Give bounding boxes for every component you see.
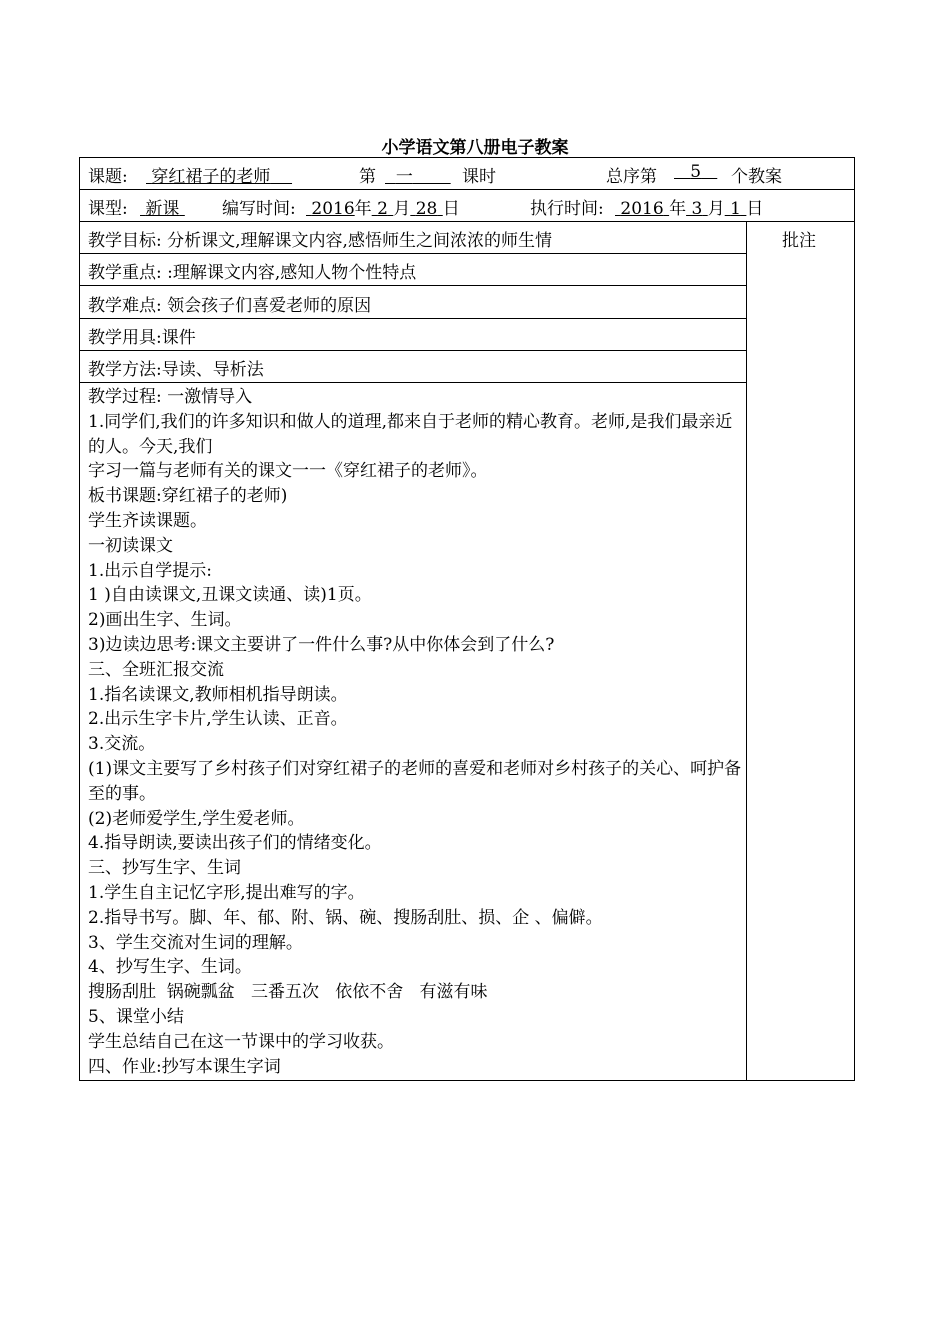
process-line: 搜肠刮肚 锅碗瓢盆 三番五次 依依不舍 有滋有味 — [88, 982, 488, 1003]
method-row: 教学方法:导读、导析法 — [80, 351, 746, 383]
tools-row: 教学用具:课件 — [80, 319, 746, 351]
process-line: 板书课题:穿红裙子的老师) — [88, 486, 288, 507]
process-line: 2)画出生字、生词。 — [88, 610, 242, 631]
topic-value: 穿红裙子的老师 — [151, 167, 271, 187]
process-line: (1)课文主要写了乡村孩子们对穿红裙子的老师的喜爱和老师对乡村孩子的关心、呵护备至的事。 — [88, 758, 742, 804]
process-line: 学生总结自己在这一节课中的学习收获。 — [88, 1031, 394, 1052]
process-line: 教学过程: 一激情导入 — [88, 387, 253, 407]
type-value: 新课 — [145, 199, 180, 219]
process-line: 学生齐读课题。 — [88, 510, 207, 531]
write-date: 2016年 2 月 28 日 — [311, 199, 460, 219]
exec-label: 执行时间: — [530, 199, 604, 219]
process-line: 1.指名读课文,教师相机指导朗读。 — [88, 684, 348, 705]
teaching-process — [88, 385, 743, 1079]
process-line: 3)边读边思考:课文主要讲了一件什么事?从中你体会到了什么? — [88, 634, 555, 655]
process-line: 字习一篇与老师有关的课文一一《穿红裙子的老师》。 — [88, 461, 488, 482]
goal-row: 教学目标: 分析课文,理解课文内容,感悟师生之间浓浓的师生情 — [80, 222, 746, 254]
process-line: 1.学生自主记忆字形,提出难写的字。 — [88, 882, 365, 903]
focus-row: 教学重点: :理解课文内容,感知人物个性特点 — [80, 254, 746, 286]
difficulty-row: 教学难点: 领会孩子们喜爱老师的原因 — [80, 287, 746, 319]
process-line: 3.交流。 — [88, 734, 156, 755]
process-line: 1.同学们,我们的许多知识和做人的道理,都来自于老师的精心教育。老师,是我们最亲近的人。今天,我们 — [88, 411, 733, 457]
exec-date: 2016 年 3 月 1 日 — [620, 199, 764, 219]
lesson-suffix: 课时 — [462, 167, 496, 187]
process-line: 三、抄写生字、生词 — [88, 858, 241, 879]
topic-label: 课题: — [88, 167, 128, 187]
process-line: 2.出示生字卡片,学生认读、正音。 — [88, 709, 348, 730]
lesson-value: 一 — [395, 167, 413, 187]
type-date-row — [80, 190, 854, 222]
process-line: 四、作业:抄写本课生字词 — [88, 1056, 281, 1077]
process-line: 一初读课文 — [88, 535, 173, 556]
process-line: 1.出示自学提示: — [88, 560, 212, 581]
process-line: 4.指导朗读,要读出孩子们的情绪变化。 — [88, 833, 382, 854]
topic-row — [80, 158, 854, 190]
lesson-prefix: 第 — [359, 167, 376, 187]
process-line: 4、抄写生字、生词。 — [88, 957, 252, 978]
process-line: 3、学生交流对生词的理解。 — [88, 932, 303, 953]
write-label: 编写时间: — [222, 199, 296, 219]
notes-label: 批注 — [782, 231, 816, 251]
lesson-plan-table — [79, 157, 855, 1081]
process-line: 1 )自由读课文,丑课文读通、读)1页。 — [88, 585, 372, 606]
process-line: 三、全班汇报交流 — [88, 659, 224, 680]
type-label: 课型: — [88, 199, 128, 219]
seq-prefix: 总序第 — [606, 167, 657, 187]
process-line: 5、课堂小结 — [88, 1006, 184, 1027]
process-line: (2)老师爱学生,学生爱老师。 — [88, 808, 305, 829]
process-line: 2.指导书写。脚、年、郁、附、锅、碗、搜肠刮肚、损、企 、偏僻。 — [88, 907, 603, 928]
notes-column-divider — [746, 222, 747, 1080]
seq-suffix: 个教案 — [731, 167, 782, 187]
seq-value: 5 — [690, 162, 702, 182]
document-title: 小学语文第八册电子教案 — [381, 138, 569, 158]
